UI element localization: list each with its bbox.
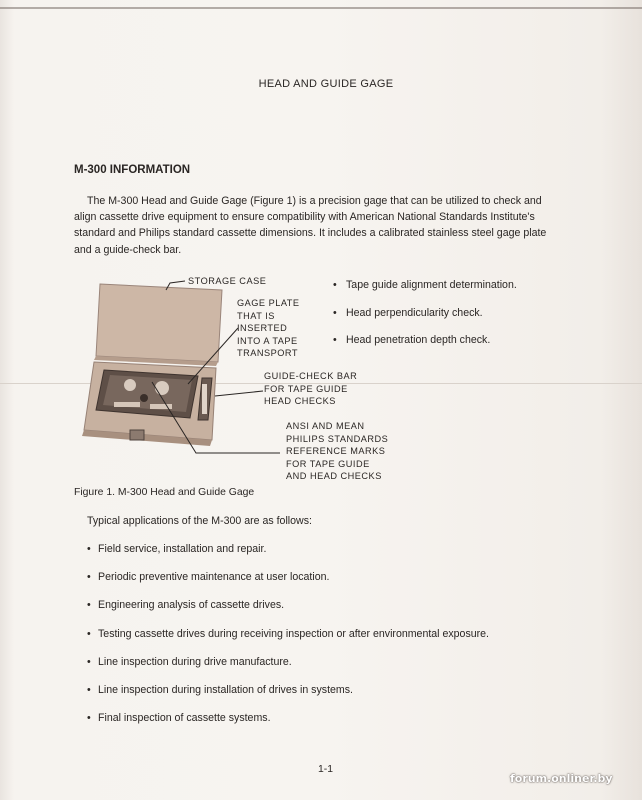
application-item: • Engineering analysis of cassette drives.	[87, 598, 489, 626]
intro-line: The M-300 Head and Guide Gage (Figure 1) is a precision gage that can be utilized to check and	[87, 195, 542, 207]
application-item: • Field service, installation and repair.	[87, 542, 489, 570]
intro-line: and a guide-check bar.	[74, 243, 182, 256]
application-item: • Line inspection during drive manufacture.	[87, 655, 489, 683]
section-heading: M-300 INFORMATION	[74, 164, 191, 176]
callout-guide-check-bar: GUIDE-CHECK BAR FOR TAPE GUIDE HEAD CHECKS	[264, 371, 358, 407]
case-latch	[130, 430, 144, 440]
intro-paragraph	[74, 193, 584, 258]
guide-bar-leader	[215, 391, 263, 396]
callout-storage-case: STORAGE CASE	[188, 276, 267, 286]
check-list	[333, 278, 517, 361]
callout-gage-plate: GAGE PLATE THAT IS INSERTED INTO A TAPE TRANSPORT	[237, 298, 300, 359]
intro-line: standard and Philips standard cassette dimensions. It includes a calibrated stainless steel gage plate	[74, 227, 547, 240]
check-item: • Head perpendicularity check.	[333, 306, 517, 334]
intro-line: align cassette drive equipment to ensure compatibility with American National Standards Institute's	[74, 211, 535, 224]
document-title: HEAD AND GUIDE GAGE	[258, 78, 394, 90]
applications-intro: Typical applications of the M-300 are as follows:	[87, 515, 312, 527]
storage-case-lid	[96, 284, 222, 362]
application-item: • Testing cassette drives during receiving inspection or after environmental exposure.	[87, 627, 489, 655]
top-fold-line	[0, 7, 642, 9]
check-item: • Tape guide alignment determination.	[333, 278, 517, 306]
page-number: 1-1	[318, 764, 334, 775]
callout-reference-marks: ANSI AND MEAN PHILIPS STANDARDS REFERENCE MARKS FOR TAPE GUIDE AND HEAD CHECKS	[286, 421, 389, 482]
watermark: forum.onliner.by	[510, 772, 613, 785]
application-item: • Line inspection during installation of drives in systems.	[87, 683, 489, 711]
application-item: • Final inspection of cassette systems.	[87, 711, 489, 739]
application-item: • Periodic preventive maintenance at user location.	[87, 570, 489, 598]
check-item: • Head penetration depth check.	[333, 333, 517, 361]
figure-caption: Figure 1. M-300 Head and Guide Gage	[74, 487, 255, 498]
applications-list	[87, 542, 489, 739]
